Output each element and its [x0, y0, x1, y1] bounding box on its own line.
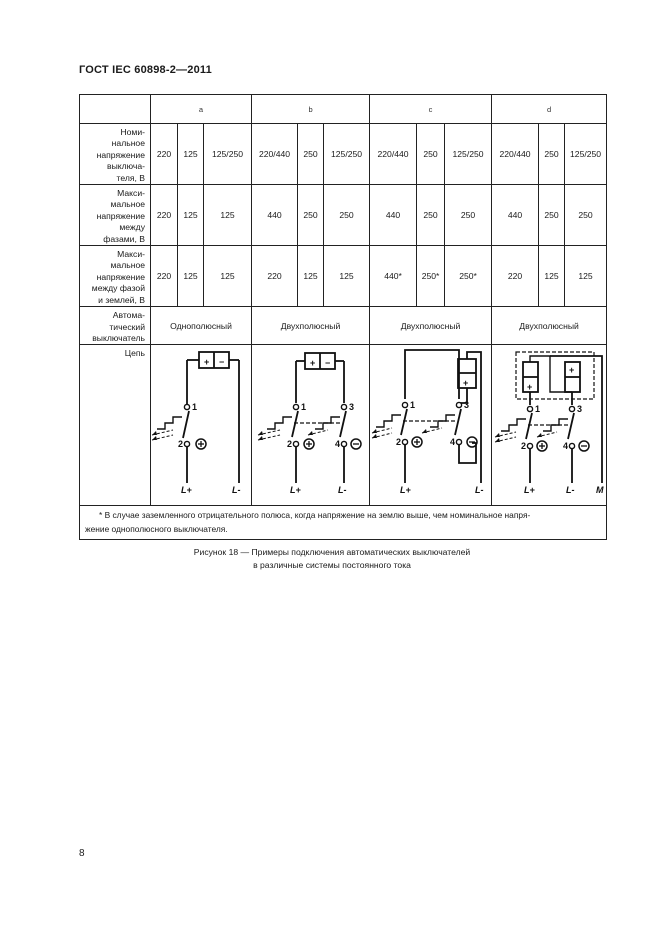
table-cell: 125: [178, 246, 204, 307]
table-cell: 125/250: [324, 124, 370, 185]
caption-line-1: Рисунок 18 — Примеры подключения автоматических выключателей: [193, 547, 471, 557]
table-cell: 250: [417, 185, 445, 246]
table-cell: 125: [204, 185, 252, 246]
terminal-1: 1: [301, 402, 307, 413]
group-header-row: [80, 95, 607, 124]
terminal-3: 3: [349, 402, 355, 413]
terminal-4: 4: [563, 441, 569, 452]
table-cell: 125: [178, 124, 204, 185]
table-cell: 220: [151, 185, 178, 246]
line-l-plus: L+: [400, 485, 411, 496]
terminal-1: 1: [192, 402, 198, 413]
group-label-d: d: [492, 95, 607, 124]
table-cell: 220: [151, 124, 178, 185]
terminal-2: 2: [287, 439, 293, 450]
plus-label: +: [310, 358, 316, 369]
row-label-rated-voltage: Номи- нальное напряжение выключа- теля, В: [80, 124, 151, 185]
rated-voltage-row: [80, 124, 607, 185]
table-cell: 250*: [445, 246, 492, 307]
table-cell: 125/250: [204, 124, 252, 185]
table-cell: 250: [539, 185, 565, 246]
terminal-2: 2: [396, 437, 402, 448]
trip-mechanism: [157, 417, 182, 429]
table-cell: 250: [298, 124, 324, 185]
figure-caption: [79, 546, 585, 572]
switch-blade: [183, 411, 189, 438]
line-l-plus: L+: [524, 485, 535, 496]
page-number: 8: [79, 848, 85, 859]
table-cell: 220: [151, 246, 178, 307]
terminal-2: 2: [178, 439, 184, 450]
switch-blade-2: [340, 411, 346, 437]
switch-blade-2: [455, 409, 461, 435]
document-header: ГОСТ IEC 60898-2—2011: [79, 64, 212, 76]
table-cell: 220/440: [370, 124, 417, 185]
circuit-diagram-c: [370, 345, 492, 506]
voltage-table: [79, 94, 607, 540]
breaker-type-c: Двухполюсный: [370, 307, 492, 345]
table-cell: 440: [492, 185, 539, 246]
plus-label: +: [204, 357, 210, 368]
plus-label-2: +: [569, 365, 575, 376]
terminal-3: 3: [577, 404, 583, 415]
footnote-line-1: * В случае заземленного отрицательного полюса, когда напряжение на землю выше, чем номинальное напря-: [99, 510, 531, 521]
line-m: M: [596, 485, 604, 496]
group-label-a: a: [151, 95, 252, 124]
line-l-minus: L-: [475, 485, 484, 496]
table-cell: 250: [445, 185, 492, 246]
table-cell: 250: [417, 124, 445, 185]
group-label-c: c: [370, 95, 492, 124]
row-label-circuit: Цепь: [80, 345, 151, 506]
breaker-type-d: Двухполюсный: [492, 307, 607, 345]
switch-blade-1: [526, 413, 532, 439]
group-label-b: b: [252, 95, 370, 124]
line-l-plus: L+: [290, 485, 301, 496]
terminal-1: 1: [535, 404, 541, 415]
table-cell: 220: [492, 246, 539, 307]
terminal-4: 4: [450, 437, 456, 448]
breaker-type-row: [80, 307, 607, 345]
line-l-minus: L-: [566, 485, 575, 496]
table-cell: 125: [324, 246, 370, 307]
footnote-row: [80, 506, 607, 540]
minus-label: −: [325, 358, 331, 369]
circuit-diagram-b: [252, 345, 370, 506]
terminal-4: 4: [335, 439, 341, 450]
terminal-3: 3: [464, 400, 470, 411]
switch-blade-2: [568, 413, 574, 439]
table-cell: 250: [298, 185, 324, 246]
table-cell: 250: [324, 185, 370, 246]
circuit-c-svg: [370, 345, 492, 505]
table-cell: 220: [252, 246, 298, 307]
table-cell: 125: [298, 246, 324, 307]
table-cell: 440: [370, 185, 417, 246]
table-cell: 125: [539, 246, 565, 307]
line-l-minus: L-: [338, 485, 347, 496]
table-cell: 220/440: [492, 124, 539, 185]
circuit-d-svg: [492, 345, 607, 505]
switch-blade-1: [401, 409, 407, 435]
circuit-row: [80, 345, 607, 506]
plus-label-1: +: [527, 382, 533, 393]
table-cell: 440: [252, 185, 298, 246]
table-cell: 125: [204, 246, 252, 307]
table-cell: 440*: [370, 246, 417, 307]
circuit-diagram-d: [492, 345, 607, 506]
switch-blade-1: [292, 411, 298, 437]
table-cell: 125/250: [565, 124, 607, 185]
line-l-minus: L-: [232, 485, 241, 496]
caption-line-2: в различные системы постоянного тока: [253, 560, 411, 570]
line-l-plus: L+: [181, 485, 192, 496]
circuit-a-svg: [151, 345, 252, 505]
row-label-breaker: Автома- тический выключатель: [80, 307, 151, 345]
corner-cell: [80, 95, 151, 124]
terminal-2: 2: [521, 441, 527, 452]
phase-earth-voltage-row: [80, 246, 607, 307]
table-cell: 250: [539, 124, 565, 185]
circuit-b-svg: [252, 345, 370, 505]
minus-label: −: [219, 357, 225, 368]
row-label-phase-phase: Макси- мальное напряжение между фазами, В: [80, 185, 151, 246]
breaker-type-b: Двухполюсный: [252, 307, 370, 345]
table-cell: 250*: [417, 246, 445, 307]
table-cell: 250: [565, 185, 607, 246]
breaker-type-a: Однополюсный: [151, 307, 252, 345]
footnote-line-2: жение однополюсного выключателя.: [85, 523, 228, 534]
row-label-phase-earth: Макси- мальное напряжение между фазой и землей, В: [80, 246, 151, 307]
table-cell: 125/250: [445, 124, 492, 185]
table-cell: 125: [178, 185, 204, 246]
plus-label: +: [463, 378, 469, 389]
phase-phase-voltage-row: [80, 185, 607, 246]
table-cell: 125: [565, 246, 607, 307]
terminal-1: 1: [410, 400, 416, 411]
table-cell: 220/440: [252, 124, 298, 185]
table-footnote: [80, 506, 607, 540]
circuit-diagram-a: [151, 345, 252, 506]
